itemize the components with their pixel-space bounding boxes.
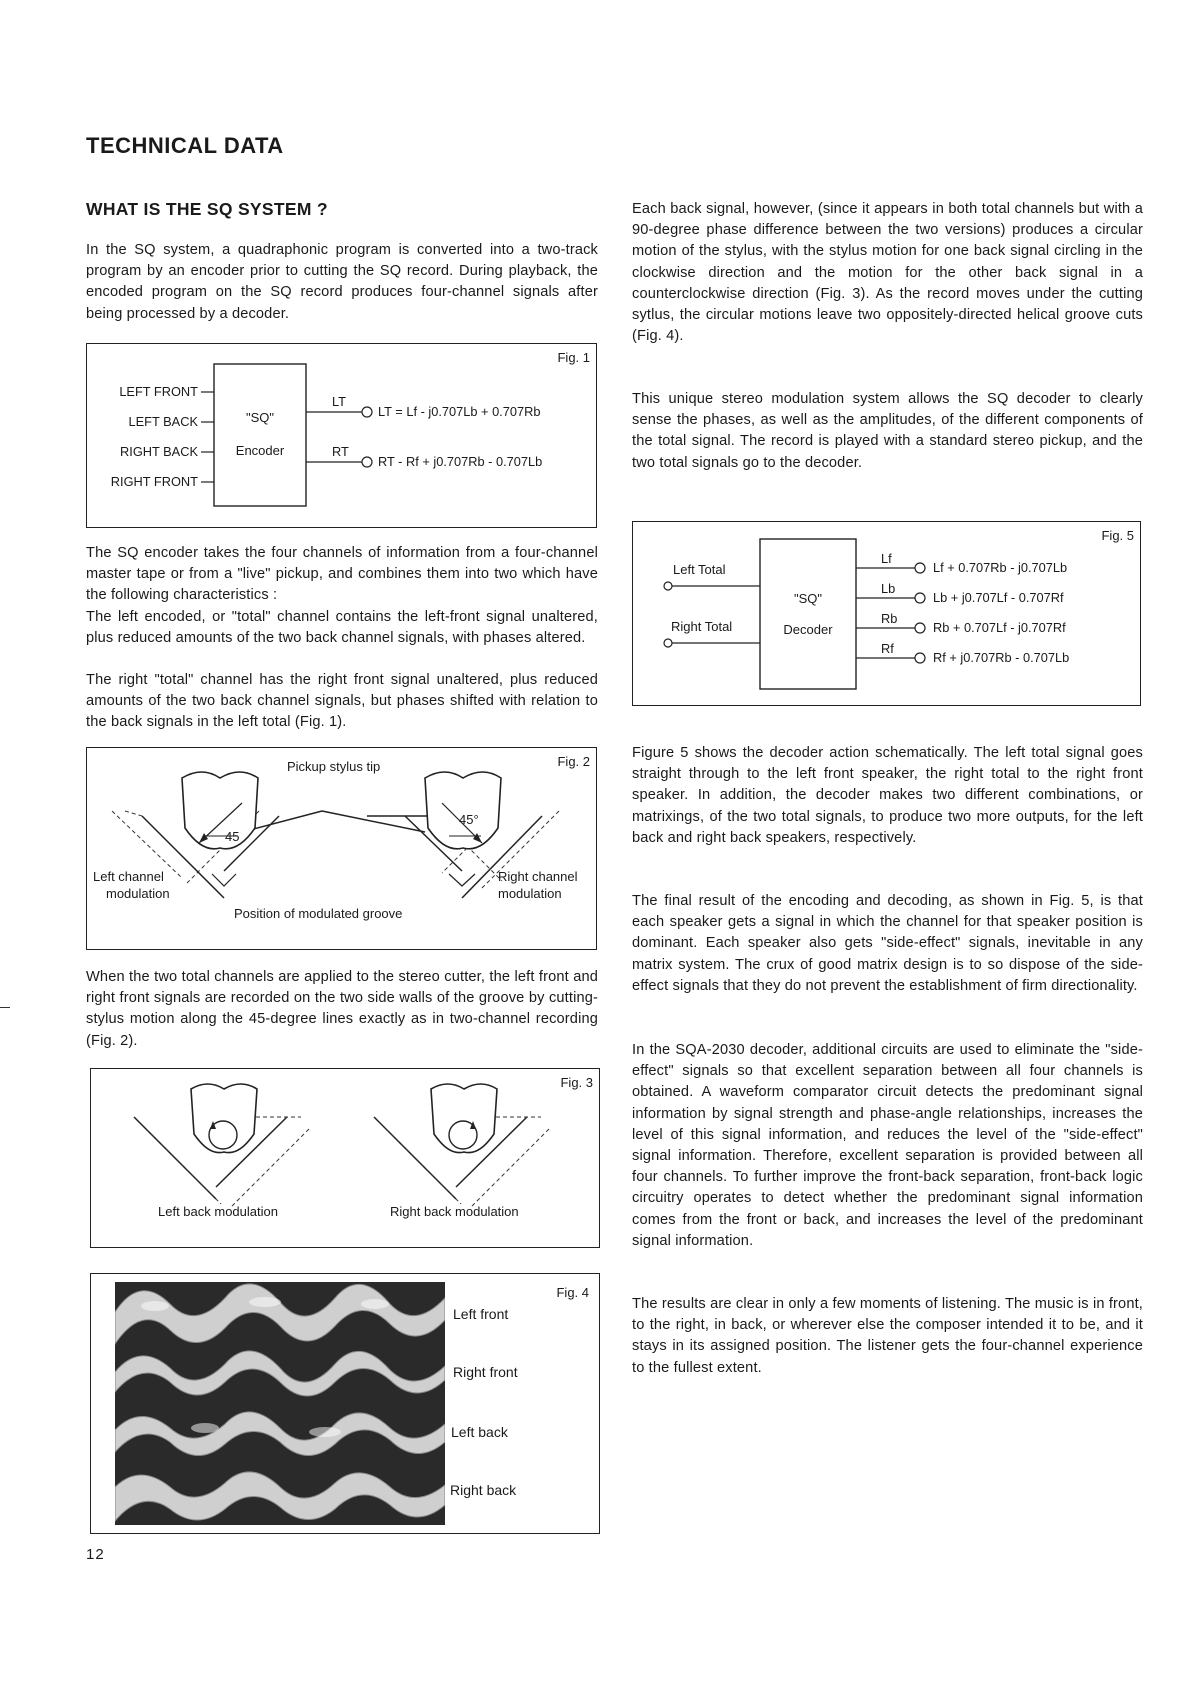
figure-4-caption: Fig. 4 <box>556 1285 589 1300</box>
equation-rf: Rf + j0.707Rb - 0.707Lb <box>933 650 1070 665</box>
figure-1-caption: Fig. 1 <box>557 350 590 365</box>
photo-label-right-back: Right back <box>450 1482 517 1498</box>
output-rb-label: Rb <box>881 611 898 626</box>
figure-2-stylus <box>86 747 597 950</box>
figure-4-groove-photo <box>90 1273 600 1534</box>
groove-photo <box>115 1282 445 1525</box>
figure-2-caption: Fig. 2 <box>557 754 590 769</box>
equation-lb: Lb + j0.707Lf - 0.707Rf <box>933 590 1064 605</box>
encoder-label-sq: "SQ" <box>245 410 274 425</box>
output-lf-label: Lf <box>881 551 892 566</box>
equation-rb: Rb + 0.707Lf - j0.707Rf <box>933 620 1066 635</box>
input-left-front: LEFT FRONT <box>119 384 198 399</box>
input-left-back: LEFT BACK <box>128 414 198 429</box>
left-paragraph-2c: The right "total" channel has the right front signal unaltered, plus reduced amounts of the two back channel signals, but phases shifted with relation to the back signals in the left total (Fig. 1). <box>86 672 598 731</box>
photo-label-left-back: Left back <box>451 1424 508 1440</box>
output-rt-label: RT <box>332 444 349 459</box>
photo-label-left-front: Left front <box>453 1306 509 1322</box>
equation-lf: Lf + 0.707Rb - j0.707Lb <box>933 560 1068 575</box>
page-number: 12 <box>86 1546 105 1563</box>
angle-right-label: 45° <box>459 812 479 827</box>
right-paragraph-2: This unique stereo modulation system allows the SQ decoder to clearly sense the phases, as well as the amplitudes, of the different components of the total signal. The record is played with a standard stereo pickup, and the two total signals go to the decoder. <box>632 391 1143 471</box>
input-right-back: RIGHT BACK <box>120 444 198 459</box>
margin-mark <box>0 1007 10 1008</box>
left-back-modulation-label: Left back modulation <box>158 1204 278 1219</box>
photo-label-right-front: Right front <box>453 1364 518 1380</box>
figure-3-back-modulation <box>90 1068 600 1248</box>
figure-5-decoder <box>632 521 1141 706</box>
right-paragraph-1: Each back signal, however, (since it appears in both total channels but with a 90-degree phase difference between the two versions) produces a circular motion of the stylus, with the stylus motion for one back signal circling in the clockwise direction and the motion for the other back signal in a counterclockwise direction (Fig. 3). As the record moves under the cutting sytlus, the circular motions leave two oppositely-directed helical groove cuts (Fig. 4). <box>632 201 1143 345</box>
figure-1-encoder <box>86 343 597 528</box>
right-channel-label: Right channel <box>498 869 578 884</box>
right-back-modulation-label: Right back modulation <box>390 1204 519 1219</box>
equation-lt: LT = Lf - j0.707Lb + 0.707Rb <box>378 404 541 419</box>
figure-3-caption: Fig. 3 <box>560 1075 593 1090</box>
input-left-total: Left Total <box>673 562 726 577</box>
left-paragraph-1: In the SQ system, a quadraphonic program is converted into a two-track program by an encoder prior to cutting the SQ record. During playback, the encoded program on the SQ record produces four-channel signals after being processed by a decoder. <box>86 242 598 322</box>
input-right-total: Right Total <box>671 619 733 634</box>
groove-position-label: Position of modulated groove <box>234 906 403 921</box>
figure-5-caption: Fig. 5 <box>1101 528 1134 543</box>
right-paragraph-4: The final result of the encoding and decoding, as shown in Fig. 5, is that each speaker gets a signal in which the channel for that speaker position is dominant. Each speaker also gets "side-effect" signals, inevitable in any matrix system. The crux of good matrix design is to so dispose of the side-effect signals that they do not prevent the establishment of firm directionality. <box>632 893 1143 994</box>
left-modulation-label: modulation <box>106 886 170 901</box>
equation-rt: RT - Rf + j0.707Rb - 0.707Lb <box>378 454 543 469</box>
input-right-front: RIGHT FRONT <box>110 474 198 489</box>
output-rf-label: Rf <box>881 641 894 656</box>
right-paragraph-5: In the SQA-2030 decoder, additional circuits are used to eliminate the "side-effect" signals so that excellent separation between all four channels is obtained. A waveform comparator circuit detects the predominant signal information by signal strength and phase-angle relationships, increases the level of this signal information, and reduces the level of the "side-effect" signal information. Therefore, excellent separation is provided between all four channels. To further improve the front-back separation, front-back logic circuitry operates to detect whether the predominant signal information comes from the front or back, and increases the level of the predominant signal information. <box>632 1042 1143 1249</box>
decoder-label: Decoder <box>783 622 833 637</box>
right-modulation-label: modulation <box>498 886 562 901</box>
output-lt-label: LT <box>332 394 346 409</box>
encoder-diagram <box>87 344 596 527</box>
output-lb-label: Lb <box>881 581 896 596</box>
left-paragraph-2a: The SQ encoder takes the four channels of information from a four-channel master tape or from a "live" pickup, and combines them into two which have the following characteristics : <box>86 545 598 604</box>
angle-left-label: 45 <box>225 829 240 844</box>
right-paragraph-3: Figure 5 shows the decoder action schematically. The left total signal goes straight through to the left front speaker, the right total to the right front speaker. In addition, the decoder makes two different combinations, or matrixings, of the two total signals, to produce two more outputs, for the left back and right back speakers, respectively. <box>632 745 1143 846</box>
left-paragraph-2b: The left encoded, or "total" channel contains the left-front signal unaltered, plus reduced amounts of the two back channel signals, with phases altered. <box>86 609 598 647</box>
left-channel-label: Left channel <box>93 869 164 884</box>
back-modulation-diagram <box>91 1069 599 1247</box>
section-heading: WHAT IS THE SQ SYSTEM ? <box>86 199 328 219</box>
right-paragraph-6: The results are clear in only a few moments of listening. The music is in front, to the right, in back, or wherever else the composer intended it to be, and it stays in its assigned position. The listener gets the four-channel experience to the fullest extent. <box>632 1296 1143 1376</box>
page-title: TECHNICAL DATA <box>86 133 284 158</box>
encoder-label: Encoder <box>235 443 285 458</box>
left-paragraph-3: When the two total channels are applied to the stereo cutter, the left front and right front signals are recorded on the two side walls of the groove by cutting-stylus motion along the 45-degree lines exactly as in two-channel recording (Fig. 2). <box>86 969 598 1049</box>
decoder-label-sq: "SQ" <box>793 591 822 606</box>
stylus-tip-label: Pickup stylus tip <box>287 759 381 774</box>
